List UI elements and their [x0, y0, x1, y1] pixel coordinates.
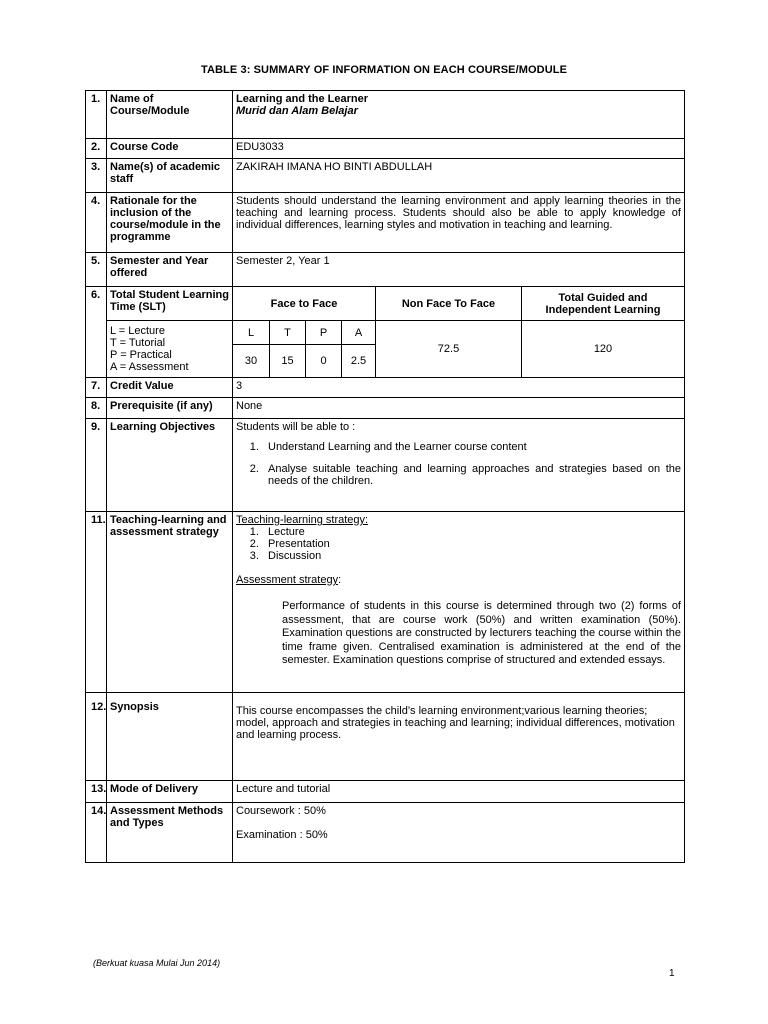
prerequisite-value: None: [233, 398, 685, 419]
list-item: 3. Discussion: [262, 550, 681, 562]
row-number: 8.: [86, 398, 107, 419]
row-label: Total Student Learning Time (SLT): [107, 287, 233, 321]
row-label: Assessment Methods and Types: [107, 803, 233, 863]
row-label: Prerequisite (if any): [107, 398, 233, 419]
table-row: [86, 287, 685, 321]
table-row: [86, 693, 685, 781]
rationale-value: Students should understand the learning environment and apply learning theories in the teaching and learning process. Students should also be able to apply knowledge of individual differences, learning styles and motivation in teaching and learning.: [233, 193, 685, 253]
row-label: Rationale for the inclusion of the course/module in the programme: [107, 193, 233, 253]
row-number: 14.: [86, 803, 107, 863]
footer-note: [93, 958, 220, 968]
legend-item: A = Assessment: [110, 361, 189, 373]
course-name-en: Learning and the Learner: [236, 93, 369, 105]
row-label: Learning Objectives: [107, 419, 233, 512]
row-number: 3.: [86, 159, 107, 193]
assessment-strategy-heading-line: [236, 574, 681, 586]
slt-value: 0: [306, 345, 342, 378]
row-number: 9.: [86, 419, 107, 512]
table-row: [86, 803, 685, 863]
slt-value: 2.5: [342, 345, 376, 378]
exam-weight: Examination : 50%: [236, 829, 328, 841]
table-row: [86, 512, 685, 693]
table-title: TABLE 3: SUMMARY OF INFORMATION ON EACH COURSE/MODULE: [200, 64, 568, 76]
non-face-header: Non Face To Face: [376, 287, 522, 321]
row-number: 13.: [86, 781, 107, 803]
semester-value: Semester 2, Year 1: [233, 253, 685, 287]
guided-learning-value: 120: [522, 321, 685, 378]
slt-value: 15: [270, 345, 306, 378]
footer-open-paren: (: [93, 958, 96, 968]
assessment-strategy-heading: Assessment strategy: [236, 574, 339, 586]
row-label: Synopsis: [107, 693, 233, 781]
row-number: 6.: [86, 287, 107, 378]
row-label: Course Code: [107, 139, 233, 159]
legend-item: T = Tutorial: [110, 337, 166, 349]
list-item: 2. Analyse suitable teaching and learning approaches and strategies based on the needs of the children.: [262, 463, 681, 487]
slt-col-header: L: [233, 321, 270, 345]
tl-strategy-heading: Teaching-learning strategy:: [236, 514, 369, 526]
row-label: Name(s) of academic staff: [107, 159, 233, 193]
assessment-strategy-colon: :: [338, 574, 342, 586]
objectives-list: [236, 441, 681, 487]
course-code-value: EDU3033: [233, 139, 685, 159]
row-value: [233, 91, 685, 139]
academic-staff-value: ZAKIRAH IMANA HO BINTI ABDULLAH: [233, 159, 685, 193]
tl-strategy-list: [236, 526, 681, 562]
face-to-face-header: Face to Face: [233, 287, 376, 321]
non-face-value: 72.5: [376, 321, 522, 378]
row-number: 5.: [86, 253, 107, 287]
synopsis-value: This course encompasses the child’s learning environment;various learning theories; model, approach and strategies in teaching and learning; individual differences, motivation and learning process.: [233, 693, 685, 781]
page-number: 1: [669, 968, 675, 979]
table-row: [86, 321, 685, 345]
row-number: 4.: [86, 193, 107, 253]
table-row: [86, 253, 685, 287]
row-label: Teaching-learning and assessment strategy: [107, 512, 233, 693]
learning-objectives-value: [233, 419, 685, 512]
slt-col-header: A: [342, 321, 376, 345]
assessment-strategy-text: Performance of students in this course is determined through two (2) forms of assessment, that are course work (50%) and written examination (50%). Examination questions are constructed by lecturers teaching the course within the time frame given. Centralised examination is administered at the end of the semester. Examination questions comprise of structured and extended essays.: [282, 600, 681, 666]
table-row: [86, 193, 685, 253]
table-row: [86, 139, 685, 159]
list-item: 2. Presentation: [262, 538, 681, 550]
slt-legend: [107, 321, 233, 378]
mode-of-delivery-value: Lecture and tutorial: [233, 781, 685, 803]
row-label: Mode of Delivery: [107, 781, 233, 803]
strategy-value: [233, 512, 685, 693]
row-label: Credit Value: [107, 378, 233, 398]
table-row: [86, 159, 685, 193]
list-item: 1. Lecture: [262, 526, 681, 538]
course-name-ms: Murid dan Alam Belajar: [236, 105, 358, 117]
slt-col-header: T: [270, 321, 306, 345]
objectives-intro: Students will be able to :: [236, 421, 356, 433]
table-row: [86, 419, 685, 512]
course-summary-table: [85, 90, 685, 863]
table-row: [86, 91, 685, 139]
row-number: 7.: [86, 378, 107, 398]
table-row: [86, 781, 685, 803]
row-number: 1.: [86, 91, 107, 139]
row-number: 12.: [86, 693, 107, 781]
footer-close-paren: ): [217, 958, 221, 968]
legend-item: L = Lecture: [110, 325, 165, 337]
table-row: [86, 398, 685, 419]
assessment-methods-value: [233, 803, 685, 863]
coursework-weight: Coursework : 50%: [236, 805, 326, 817]
row-number: 11.: [86, 512, 107, 693]
slt-value: 30: [233, 345, 270, 378]
row-label: Semester and Year offered: [107, 253, 233, 287]
row-number: 2.: [86, 139, 107, 159]
legend-item: P = Practical: [110, 349, 172, 361]
credit-value: 3: [233, 378, 685, 398]
guided-learning-header: Total Guided and Independent Learning: [522, 287, 685, 321]
footer-text: Berkuat kuasa Mulai Jun 2014: [96, 958, 218, 968]
list-item: 1. Understand Learning and the Learner course content: [262, 441, 681, 453]
row-label: Name of Course/Module: [107, 91, 233, 139]
table-row: [86, 378, 685, 398]
slt-col-header: P: [306, 321, 342, 345]
